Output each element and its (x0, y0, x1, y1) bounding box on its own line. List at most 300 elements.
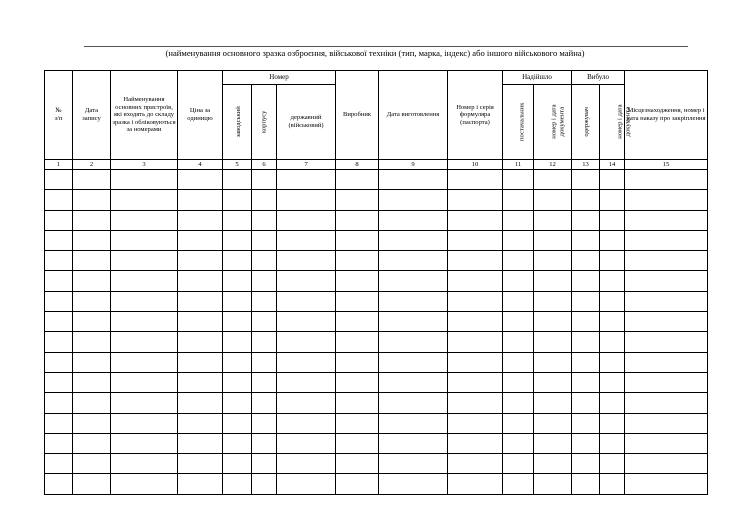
column-number: 6 (252, 160, 277, 170)
entry-cell[interactable] (178, 230, 223, 250)
entry-cell[interactable] (503, 393, 534, 413)
column-number: 12 (534, 160, 572, 170)
entry-cell[interactable] (223, 393, 252, 413)
entry-cell[interactable] (277, 372, 336, 392)
entry-cell[interactable] (111, 393, 178, 413)
table-row (45, 474, 708, 494)
entry-cell[interactable] (111, 190, 178, 210)
table-row (45, 372, 708, 392)
entry-cell[interactable] (503, 190, 534, 210)
entry-cell[interactable] (572, 454, 600, 474)
entry-cell[interactable] (534, 251, 572, 271)
entry-cell[interactable] (625, 210, 708, 230)
entry-cell[interactable] (534, 413, 572, 433)
entry-cell[interactable] (625, 413, 708, 433)
table-row (45, 210, 708, 230)
entry-cell[interactable] (111, 332, 178, 352)
entry-cell[interactable] (178, 271, 223, 291)
entry-cell[interactable] (111, 454, 178, 474)
entry-cell[interactable] (448, 393, 503, 413)
table-row (45, 291, 708, 311)
entry-cell[interactable] (625, 393, 708, 413)
entry-cell[interactable] (600, 190, 625, 210)
entry-cell[interactable] (223, 413, 252, 433)
entry-cell[interactable] (572, 352, 600, 372)
entry-cell[interactable] (448, 474, 503, 494)
entry-cell[interactable] (336, 433, 379, 453)
entry-cell[interactable] (600, 271, 625, 291)
header-col-7: державний (військовий) (277, 85, 336, 160)
entry-cell[interactable] (223, 170, 252, 190)
entry-cell[interactable] (572, 190, 600, 210)
entry-cell[interactable] (252, 433, 277, 453)
entry-cell[interactable] (572, 332, 600, 352)
column-number: 14 (600, 160, 625, 170)
entry-cell[interactable] (503, 230, 534, 250)
entry-cell[interactable] (448, 230, 503, 250)
entry-cell[interactable] (534, 454, 572, 474)
table-row (45, 312, 708, 332)
entry-cell[interactable] (572, 230, 600, 250)
entry-cell[interactable] (178, 352, 223, 372)
entry-cell[interactable] (277, 454, 336, 474)
entry-cell[interactable] (45, 312, 73, 332)
entry-cell[interactable] (572, 433, 600, 453)
entry-cell[interactable] (336, 230, 379, 250)
entry-cell[interactable] (379, 291, 448, 311)
entry-cell[interactable] (600, 170, 625, 190)
entry-cell[interactable] (178, 291, 223, 311)
column-number: 10 (448, 160, 503, 170)
entry-cell[interactable] (252, 372, 277, 392)
entry-cell[interactable] (178, 433, 223, 453)
entry-cell[interactable] (379, 433, 448, 453)
entry-cell[interactable] (73, 291, 111, 311)
header-col-12-label: номер і дата документа (550, 104, 566, 140)
entry-cell[interactable] (45, 352, 73, 372)
ledger-table (44, 70, 708, 495)
entry-cell[interactable] (252, 271, 277, 291)
entry-cell[interactable] (73, 474, 111, 494)
table-row (45, 393, 708, 413)
entry-cell[interactable] (223, 190, 252, 210)
entry-cell[interactable] (73, 170, 111, 190)
entry-cell[interactable] (534, 210, 572, 230)
entry-cell[interactable] (111, 372, 178, 392)
header-col-11-label: постачальник (518, 102, 526, 142)
entry-cell[interactable] (572, 251, 600, 271)
entry-cell[interactable] (111, 271, 178, 291)
entry-cell[interactable] (534, 170, 572, 190)
entry-cell[interactable] (252, 312, 277, 332)
entry-cell[interactable] (625, 312, 708, 332)
table-row (45, 230, 708, 250)
table-row (45, 170, 708, 190)
entry-cell[interactable] (252, 474, 277, 494)
entry-cell[interactable] (600, 474, 625, 494)
entry-cell[interactable] (111, 474, 178, 494)
column-number: 15 (625, 160, 708, 170)
entry-cell[interactable] (277, 251, 336, 271)
column-number: 5 (223, 160, 252, 170)
entry-cell[interactable] (534, 332, 572, 352)
column-number: 11 (503, 160, 534, 170)
entry-cell[interactable] (503, 433, 534, 453)
entry-cell[interactable] (336, 474, 379, 494)
entry-cell[interactable] (45, 413, 73, 433)
entry-cell[interactable] (379, 210, 448, 230)
entry-cell[interactable] (223, 210, 252, 230)
entry-cell[interactable] (534, 271, 572, 291)
entry-cell[interactable] (178, 393, 223, 413)
form-caption: (найменування основного зразка озброєння, військової техніки (тип, марка, індекс) або іншого військового майна) (165, 48, 585, 58)
entry-cell[interactable] (379, 372, 448, 392)
entry-cell[interactable] (45, 251, 73, 271)
entry-cell[interactable] (45, 393, 73, 413)
table-row (45, 433, 708, 453)
entry-cell[interactable] (503, 413, 534, 433)
header-col-13 (572, 85, 600, 160)
entry-cell[interactable] (73, 332, 111, 352)
entry-cell[interactable] (336, 210, 379, 230)
entry-cell[interactable] (178, 454, 223, 474)
entry-cell[interactable] (503, 271, 534, 291)
entry-cell[interactable] (448, 352, 503, 372)
entry-cell[interactable] (277, 230, 336, 250)
entry-cell[interactable] (503, 251, 534, 271)
header-col-5-label: заводський (234, 106, 242, 138)
entry-cell[interactable] (252, 170, 277, 190)
entry-cell[interactable] (503, 291, 534, 311)
entry-cell[interactable] (625, 170, 708, 190)
entry-cell[interactable] (111, 413, 178, 433)
entry-cell[interactable] (178, 474, 223, 494)
entry-cell[interactable] (379, 251, 448, 271)
entry-cell[interactable] (379, 413, 448, 433)
entry-cell[interactable] (625, 372, 708, 392)
entry-cell[interactable] (534, 393, 572, 413)
header-group-number: Номер (223, 71, 336, 85)
entry-cell[interactable] (336, 170, 379, 190)
entry-cell[interactable] (336, 332, 379, 352)
entry-cell[interactable] (336, 291, 379, 311)
header-row-top (45, 71, 708, 85)
table-row (45, 251, 708, 271)
entry-cell[interactable] (277, 271, 336, 291)
entry-cell[interactable] (534, 352, 572, 372)
entry-cell[interactable] (448, 413, 503, 433)
entry-cell[interactable] (336, 454, 379, 474)
entry-cell[interactable] (625, 251, 708, 271)
entry-cell[interactable] (277, 474, 336, 494)
entry-cell[interactable] (45, 210, 73, 230)
table-row (45, 413, 708, 433)
entry-cell[interactable] (73, 413, 111, 433)
entry-cell[interactable] (178, 332, 223, 352)
column-number: 4 (178, 160, 223, 170)
entry-cell[interactable] (600, 454, 625, 474)
entry-cell[interactable] (600, 291, 625, 311)
entry-cell[interactable] (625, 291, 708, 311)
entry-cell[interactable] (379, 474, 448, 494)
entry-cell[interactable] (448, 433, 503, 453)
entry-cell[interactable] (379, 332, 448, 352)
entry-cell[interactable] (336, 372, 379, 392)
entry-cell[interactable] (223, 433, 252, 453)
entry-cell[interactable] (336, 312, 379, 332)
entry-cell[interactable] (111, 251, 178, 271)
entry-cell[interactable] (223, 372, 252, 392)
entry-cell[interactable] (448, 454, 503, 474)
entry-cell[interactable] (600, 251, 625, 271)
header-group-retired: Вибуло (572, 71, 625, 85)
entry-cell[interactable] (45, 291, 73, 311)
entry-cell[interactable] (572, 413, 600, 433)
entry-cell[interactable] (111, 291, 178, 311)
entry-cell[interactable] (625, 433, 708, 453)
entry-cell[interactable] (572, 271, 600, 291)
entry-cell[interactable] (178, 170, 223, 190)
entry-cell[interactable] (277, 332, 336, 352)
entry-cell[interactable] (534, 433, 572, 453)
table-row (45, 190, 708, 210)
entry-cell[interactable] (448, 170, 503, 190)
entry-cell[interactable] (534, 372, 572, 392)
entry-cell[interactable] (625, 352, 708, 372)
entry-cell[interactable] (379, 271, 448, 291)
entry-cell[interactable] (252, 230, 277, 250)
entry-cell[interactable] (73, 352, 111, 372)
entry-cell[interactable] (572, 210, 600, 230)
entry-cell[interactable] (223, 474, 252, 494)
entry-cell[interactable] (223, 312, 252, 332)
entry-cell[interactable] (336, 271, 379, 291)
entry-cell[interactable] (572, 372, 600, 392)
header-col-1: № з/п (45, 71, 73, 160)
header-col-12 (534, 85, 572, 160)
entry-cell[interactable] (277, 312, 336, 332)
entry-cell[interactable] (252, 352, 277, 372)
header-col-10: Номер і серія формуляра (паспорта) (448, 71, 503, 160)
entry-cell[interactable] (336, 393, 379, 413)
entry-cell[interactable] (111, 352, 178, 372)
entry-cell[interactable] (178, 372, 223, 392)
entry-cell[interactable] (625, 271, 708, 291)
entry-cell[interactable] (252, 332, 277, 352)
entry-cell[interactable] (534, 474, 572, 494)
entry-cell[interactable] (448, 251, 503, 271)
entry-cell[interactable] (534, 230, 572, 250)
entry-cell[interactable] (572, 393, 600, 413)
entry-cell[interactable] (448, 190, 503, 210)
entry-cell[interactable] (572, 291, 600, 311)
header-col-6-label: корпусу (260, 110, 268, 134)
entry-cell[interactable] (336, 413, 379, 433)
column-number-row (45, 160, 708, 170)
entry-cell[interactable] (503, 332, 534, 352)
column-number: 8 (336, 160, 379, 170)
entry-cell[interactable] (73, 393, 111, 413)
entry-cell[interactable] (73, 454, 111, 474)
entry-cell[interactable] (277, 291, 336, 311)
entry-cell[interactable] (600, 372, 625, 392)
entry-cell[interactable] (336, 251, 379, 271)
entry-cell[interactable] (223, 454, 252, 474)
entry-cell[interactable] (277, 210, 336, 230)
entry-cell[interactable] (600, 312, 625, 332)
entry-cell[interactable] (73, 190, 111, 210)
entry-cell[interactable] (252, 251, 277, 271)
entry-cell[interactable] (600, 393, 625, 413)
entry-cell[interactable] (600, 230, 625, 250)
entry-cell[interactable] (111, 433, 178, 453)
entry-cell[interactable] (252, 413, 277, 433)
entry-cell[interactable] (111, 312, 178, 332)
entry-cell[interactable] (600, 332, 625, 352)
entry-cell[interactable] (277, 352, 336, 372)
entry-cell[interactable] (73, 433, 111, 453)
entry-cell[interactable] (448, 312, 503, 332)
entry-cell[interactable] (45, 372, 73, 392)
column-number: 7 (277, 160, 336, 170)
entry-cell[interactable] (223, 230, 252, 250)
entry-cell[interactable] (600, 413, 625, 433)
caption-rule (84, 46, 688, 47)
entry-cell[interactable] (277, 190, 336, 210)
entry-cell[interactable] (503, 372, 534, 392)
entry-cell[interactable] (45, 170, 73, 190)
entry-cell[interactable] (277, 413, 336, 433)
header-col-14-label: номер і дата документа (616, 104, 632, 140)
column-number: 2 (73, 160, 111, 170)
entry-cell[interactable] (625, 474, 708, 494)
entry-cell[interactable] (379, 454, 448, 474)
entry-cell[interactable] (73, 251, 111, 271)
entry-cell[interactable] (379, 230, 448, 250)
table-row (45, 271, 708, 291)
entry-cell[interactable] (503, 474, 534, 494)
entry-cell[interactable] (277, 393, 336, 413)
header-col-9: Дата виготовлення (379, 71, 448, 160)
entry-cell[interactable] (625, 230, 708, 250)
entry-cell[interactable] (379, 312, 448, 332)
column-number: 13 (572, 160, 600, 170)
header-col-2: Дата запису (73, 71, 111, 160)
table-row (45, 352, 708, 372)
entry-cell[interactable] (503, 454, 534, 474)
entry-cell[interactable] (503, 352, 534, 372)
entry-cell[interactable] (534, 190, 572, 210)
entry-cell[interactable] (178, 251, 223, 271)
entry-cell[interactable] (252, 393, 277, 413)
entry-cell[interactable] (252, 210, 277, 230)
table-row (45, 454, 708, 474)
header-col-6 (252, 85, 277, 160)
header-group-received: Надійшло (503, 71, 572, 85)
entry-cell[interactable] (73, 210, 111, 230)
header-col-11 (503, 85, 534, 160)
entry-cell[interactable] (252, 291, 277, 311)
entry-cell[interactable] (45, 230, 73, 250)
entry-cell[interactable] (223, 352, 252, 372)
header-col-3: Найменування основних пристроїв, які входять до складу зразка і обліковуються за номерами (111, 71, 178, 160)
entry-cell[interactable] (223, 291, 252, 311)
header-col-15: Місцезнаходження, номер і дата наказу про закріплення (625, 71, 708, 160)
header-col-5 (223, 85, 252, 160)
entry-cell[interactable] (252, 190, 277, 210)
entry-cell[interactable] (625, 454, 708, 474)
entry-cell[interactable] (277, 433, 336, 453)
entry-cell[interactable] (45, 190, 73, 210)
entry-cell[interactable] (534, 312, 572, 332)
header-col-4: Ціна за одиницю (178, 71, 223, 160)
entry-cell[interactable] (379, 170, 448, 190)
entry-cell[interactable] (379, 393, 448, 413)
table-row (45, 332, 708, 352)
entry-cell[interactable] (277, 170, 336, 190)
entry-cell[interactable] (448, 332, 503, 352)
entry-cell[interactable] (336, 190, 379, 210)
entry-cell[interactable] (600, 433, 625, 453)
header-col-14 (600, 85, 632, 160)
entry-cell[interactable] (572, 474, 600, 494)
column-number: 9 (379, 160, 448, 170)
entry-cell[interactable] (178, 190, 223, 210)
column-number: 1 (45, 160, 73, 170)
entry-cell[interactable] (503, 170, 534, 190)
entry-cell[interactable] (45, 433, 73, 453)
entry-cell[interactable] (534, 291, 572, 311)
entry-cell[interactable] (625, 190, 708, 210)
entry-cell[interactable] (448, 372, 503, 392)
entry-cell[interactable] (111, 210, 178, 230)
entry-cell[interactable] (178, 312, 223, 332)
entry-cell[interactable] (336, 352, 379, 372)
entry-cell[interactable] (111, 170, 178, 190)
entry-cell[interactable] (73, 372, 111, 392)
entry-cell[interactable] (73, 271, 111, 291)
entry-cell[interactable] (448, 210, 503, 230)
entry-cell[interactable] (572, 170, 600, 190)
entry-cell[interactable] (45, 271, 73, 291)
entry-cell[interactable] (503, 312, 534, 332)
entry-cell[interactable] (448, 291, 503, 311)
entry-cell[interactable] (223, 271, 252, 291)
entry-cell[interactable] (503, 210, 534, 230)
entry-cell[interactable] (178, 210, 223, 230)
entry-cell[interactable] (45, 454, 73, 474)
entry-cell[interactable] (600, 352, 625, 372)
entry-cell[interactable] (625, 332, 708, 352)
entry-cell[interactable] (111, 230, 178, 250)
entry-cell[interactable] (600, 210, 625, 230)
entry-cell[interactable] (448, 271, 503, 291)
entry-cell[interactable] (572, 312, 600, 332)
column-number: 3 (111, 160, 178, 170)
entry-cell[interactable] (252, 454, 277, 474)
header-col-8: Виробник (336, 71, 379, 160)
entry-cell[interactable] (45, 332, 73, 352)
entry-cell[interactable] (45, 474, 73, 494)
entry-cell[interactable] (223, 332, 252, 352)
entry-cell[interactable] (73, 312, 111, 332)
entry-cell[interactable] (73, 230, 111, 250)
entry-cell[interactable] (178, 413, 223, 433)
entry-cell[interactable] (379, 352, 448, 372)
entry-cell[interactable] (379, 190, 448, 210)
header-col-13-label: одержувач (583, 107, 591, 137)
entry-cell[interactable] (223, 251, 252, 271)
